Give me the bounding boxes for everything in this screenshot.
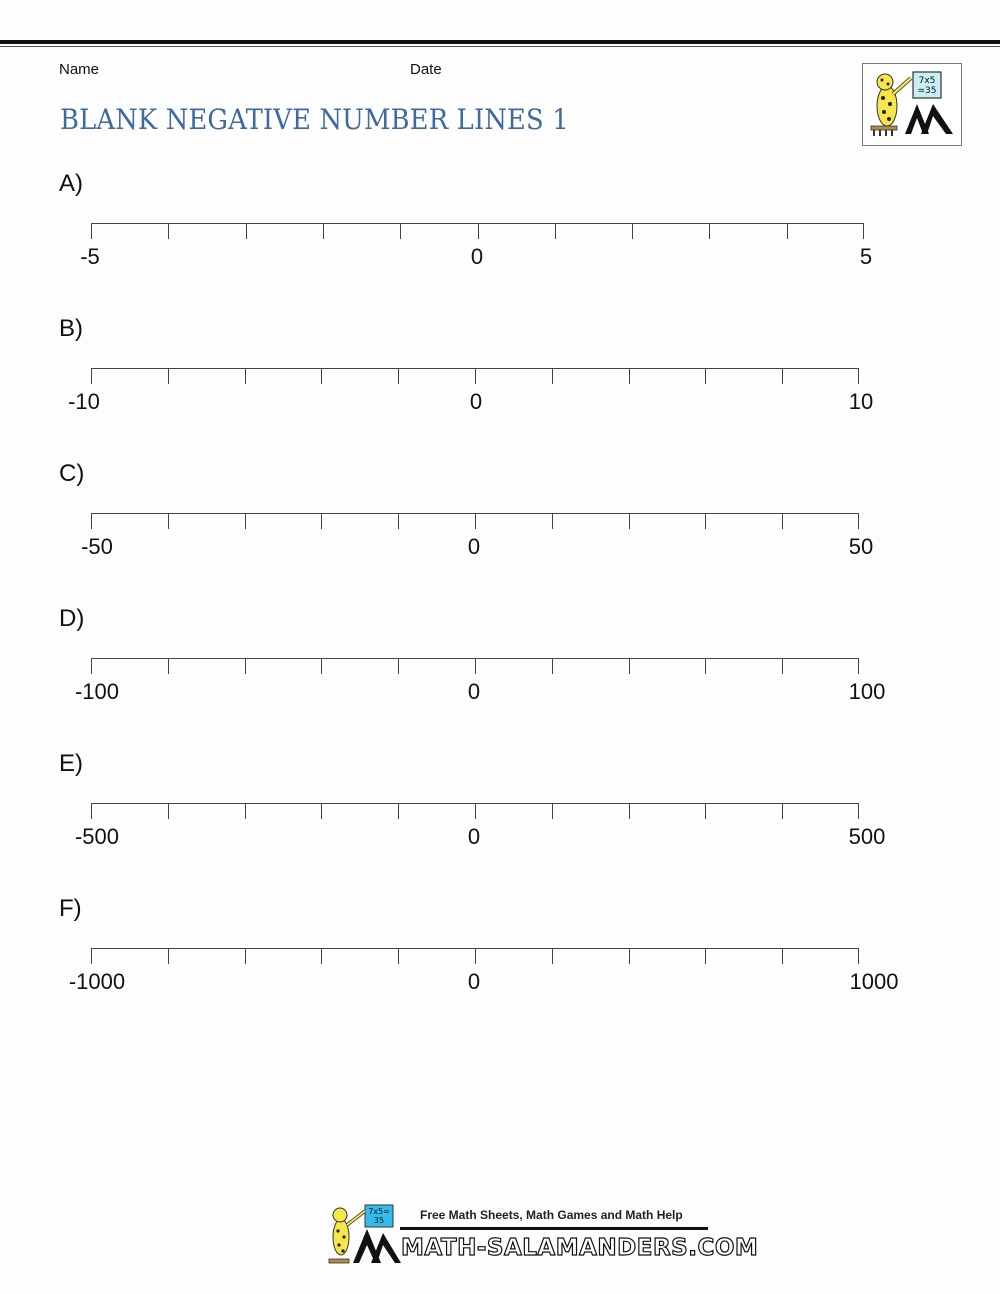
tick-mark bbox=[782, 368, 783, 384]
tick-mark bbox=[858, 948, 859, 964]
tick-mark bbox=[168, 513, 169, 529]
number-line-b-min: -10 bbox=[68, 389, 100, 414]
tick-mark bbox=[245, 803, 246, 819]
header-rule-thin bbox=[0, 46, 1000, 47]
number-line-a-min: -5 bbox=[80, 244, 100, 269]
tick-mark bbox=[321, 803, 322, 819]
footer-brand-name: MATH-SALAMANDERS.COM bbox=[401, 1235, 759, 1261]
number-line-e bbox=[91, 803, 859, 819]
number-line-f-mid: 0 bbox=[467, 969, 481, 994]
tick-mark bbox=[91, 368, 92, 384]
number-line-a-max: 5 bbox=[859, 244, 873, 269]
tick-mark bbox=[398, 368, 399, 384]
number-line-f-max: 1000 bbox=[849, 969, 899, 994]
question-label-e: E) bbox=[59, 750, 83, 777]
number-line-e-min: -500 bbox=[74, 824, 120, 849]
number-line-b bbox=[91, 368, 859, 384]
number-line-d bbox=[91, 658, 859, 674]
question-label-b: B) bbox=[59, 315, 83, 342]
tick-mark bbox=[245, 948, 246, 964]
tick-mark bbox=[475, 513, 476, 529]
logo-board-text-2: =35 bbox=[917, 86, 937, 96]
tick-mark bbox=[398, 513, 399, 529]
footer-board-text-1: 7x5= bbox=[368, 1207, 390, 1216]
tick-mark bbox=[168, 948, 169, 964]
number-line-f bbox=[91, 948, 859, 964]
number-line-d-max: 100 bbox=[848, 679, 886, 704]
tick-mark bbox=[629, 513, 630, 529]
footer-board-text-2: 35 bbox=[373, 1216, 385, 1225]
number-line-c-mid: 0 bbox=[467, 534, 481, 559]
tick-mark bbox=[475, 803, 476, 819]
tick-mark bbox=[782, 948, 783, 964]
header-rule-thick bbox=[0, 40, 1000, 44]
number-line-d-min: -100 bbox=[74, 679, 120, 704]
tick-mark bbox=[629, 658, 630, 674]
tick-mark bbox=[705, 513, 706, 529]
tick-mark bbox=[705, 803, 706, 819]
tick-mark bbox=[787, 223, 788, 239]
page-title: BLANK NEGATIVE NUMBER LINES 1 bbox=[60, 103, 569, 136]
date-label: Date bbox=[410, 61, 442, 78]
number-line-a bbox=[91, 223, 864, 239]
question-label-c: C) bbox=[59, 460, 85, 487]
number-line-b-max: 10 bbox=[848, 389, 874, 414]
question-label-f: F) bbox=[59, 895, 82, 922]
tick-mark bbox=[709, 223, 710, 239]
logo-board-text-1: 7x5 bbox=[918, 76, 936, 86]
salamander-teacher-logo-icon bbox=[862, 63, 962, 146]
number-line-c-max: 50 bbox=[848, 534, 874, 559]
tick-mark bbox=[321, 658, 322, 674]
number-line-c-min: -50 bbox=[81, 534, 113, 559]
tick-mark bbox=[91, 658, 92, 674]
tick-mark bbox=[858, 803, 859, 819]
question-label-a: A) bbox=[59, 170, 83, 197]
tick-mark bbox=[245, 658, 246, 674]
tick-mark bbox=[475, 948, 476, 964]
footer-tagline: Free Math Sheets, Math Games and Math Help bbox=[420, 1208, 683, 1222]
footer-rule bbox=[400, 1227, 708, 1230]
tick-mark bbox=[552, 803, 553, 819]
tick-mark bbox=[858, 513, 859, 529]
tick-mark bbox=[245, 513, 246, 529]
tick-mark bbox=[168, 658, 169, 674]
tick-mark bbox=[168, 803, 169, 819]
number-line-b-mid: 0 bbox=[469, 389, 483, 414]
tick-mark bbox=[91, 223, 92, 239]
salamander-footer-logo-icon bbox=[325, 1203, 405, 1269]
number-line-a-mid: 0 bbox=[470, 244, 484, 269]
tick-mark bbox=[632, 223, 633, 239]
tick-mark bbox=[321, 948, 322, 964]
tick-mark bbox=[168, 223, 169, 239]
name-label: Name bbox=[59, 61, 100, 78]
tick-mark bbox=[91, 513, 92, 529]
tick-mark bbox=[398, 658, 399, 674]
tick-mark bbox=[629, 948, 630, 964]
tick-mark bbox=[321, 513, 322, 529]
tick-mark bbox=[475, 368, 476, 384]
tick-mark bbox=[629, 368, 630, 384]
tick-mark bbox=[858, 658, 859, 674]
tick-mark bbox=[91, 803, 92, 819]
number-line-e-max: 500 bbox=[848, 824, 886, 849]
number-line-e-mid: 0 bbox=[467, 824, 481, 849]
tick-mark bbox=[400, 223, 401, 239]
footer-branding bbox=[325, 1203, 759, 1269]
tick-mark bbox=[475, 658, 476, 674]
tick-mark bbox=[552, 658, 553, 674]
tick-mark bbox=[552, 948, 553, 964]
tick-mark bbox=[246, 223, 247, 239]
tick-mark bbox=[858, 368, 859, 384]
question-label-d: D) bbox=[59, 605, 85, 632]
tick-mark bbox=[705, 658, 706, 674]
tick-mark bbox=[705, 368, 706, 384]
tick-mark bbox=[91, 948, 92, 964]
number-line-c bbox=[91, 513, 859, 529]
tick-mark bbox=[782, 803, 783, 819]
tick-mark bbox=[398, 803, 399, 819]
tick-mark bbox=[552, 513, 553, 529]
tick-mark bbox=[398, 948, 399, 964]
tick-mark bbox=[782, 658, 783, 674]
tick-mark bbox=[552, 368, 553, 384]
tick-mark bbox=[168, 368, 169, 384]
tick-mark bbox=[245, 368, 246, 384]
tick-mark bbox=[863, 223, 864, 239]
tick-mark bbox=[555, 223, 556, 239]
tick-mark bbox=[478, 223, 479, 239]
tick-mark bbox=[705, 948, 706, 964]
tick-mark bbox=[321, 368, 322, 384]
tick-mark bbox=[629, 803, 630, 819]
number-line-f-min: -1000 bbox=[68, 969, 126, 994]
tick-mark bbox=[323, 223, 324, 239]
number-line-d-mid: 0 bbox=[467, 679, 481, 704]
tick-mark bbox=[782, 513, 783, 529]
